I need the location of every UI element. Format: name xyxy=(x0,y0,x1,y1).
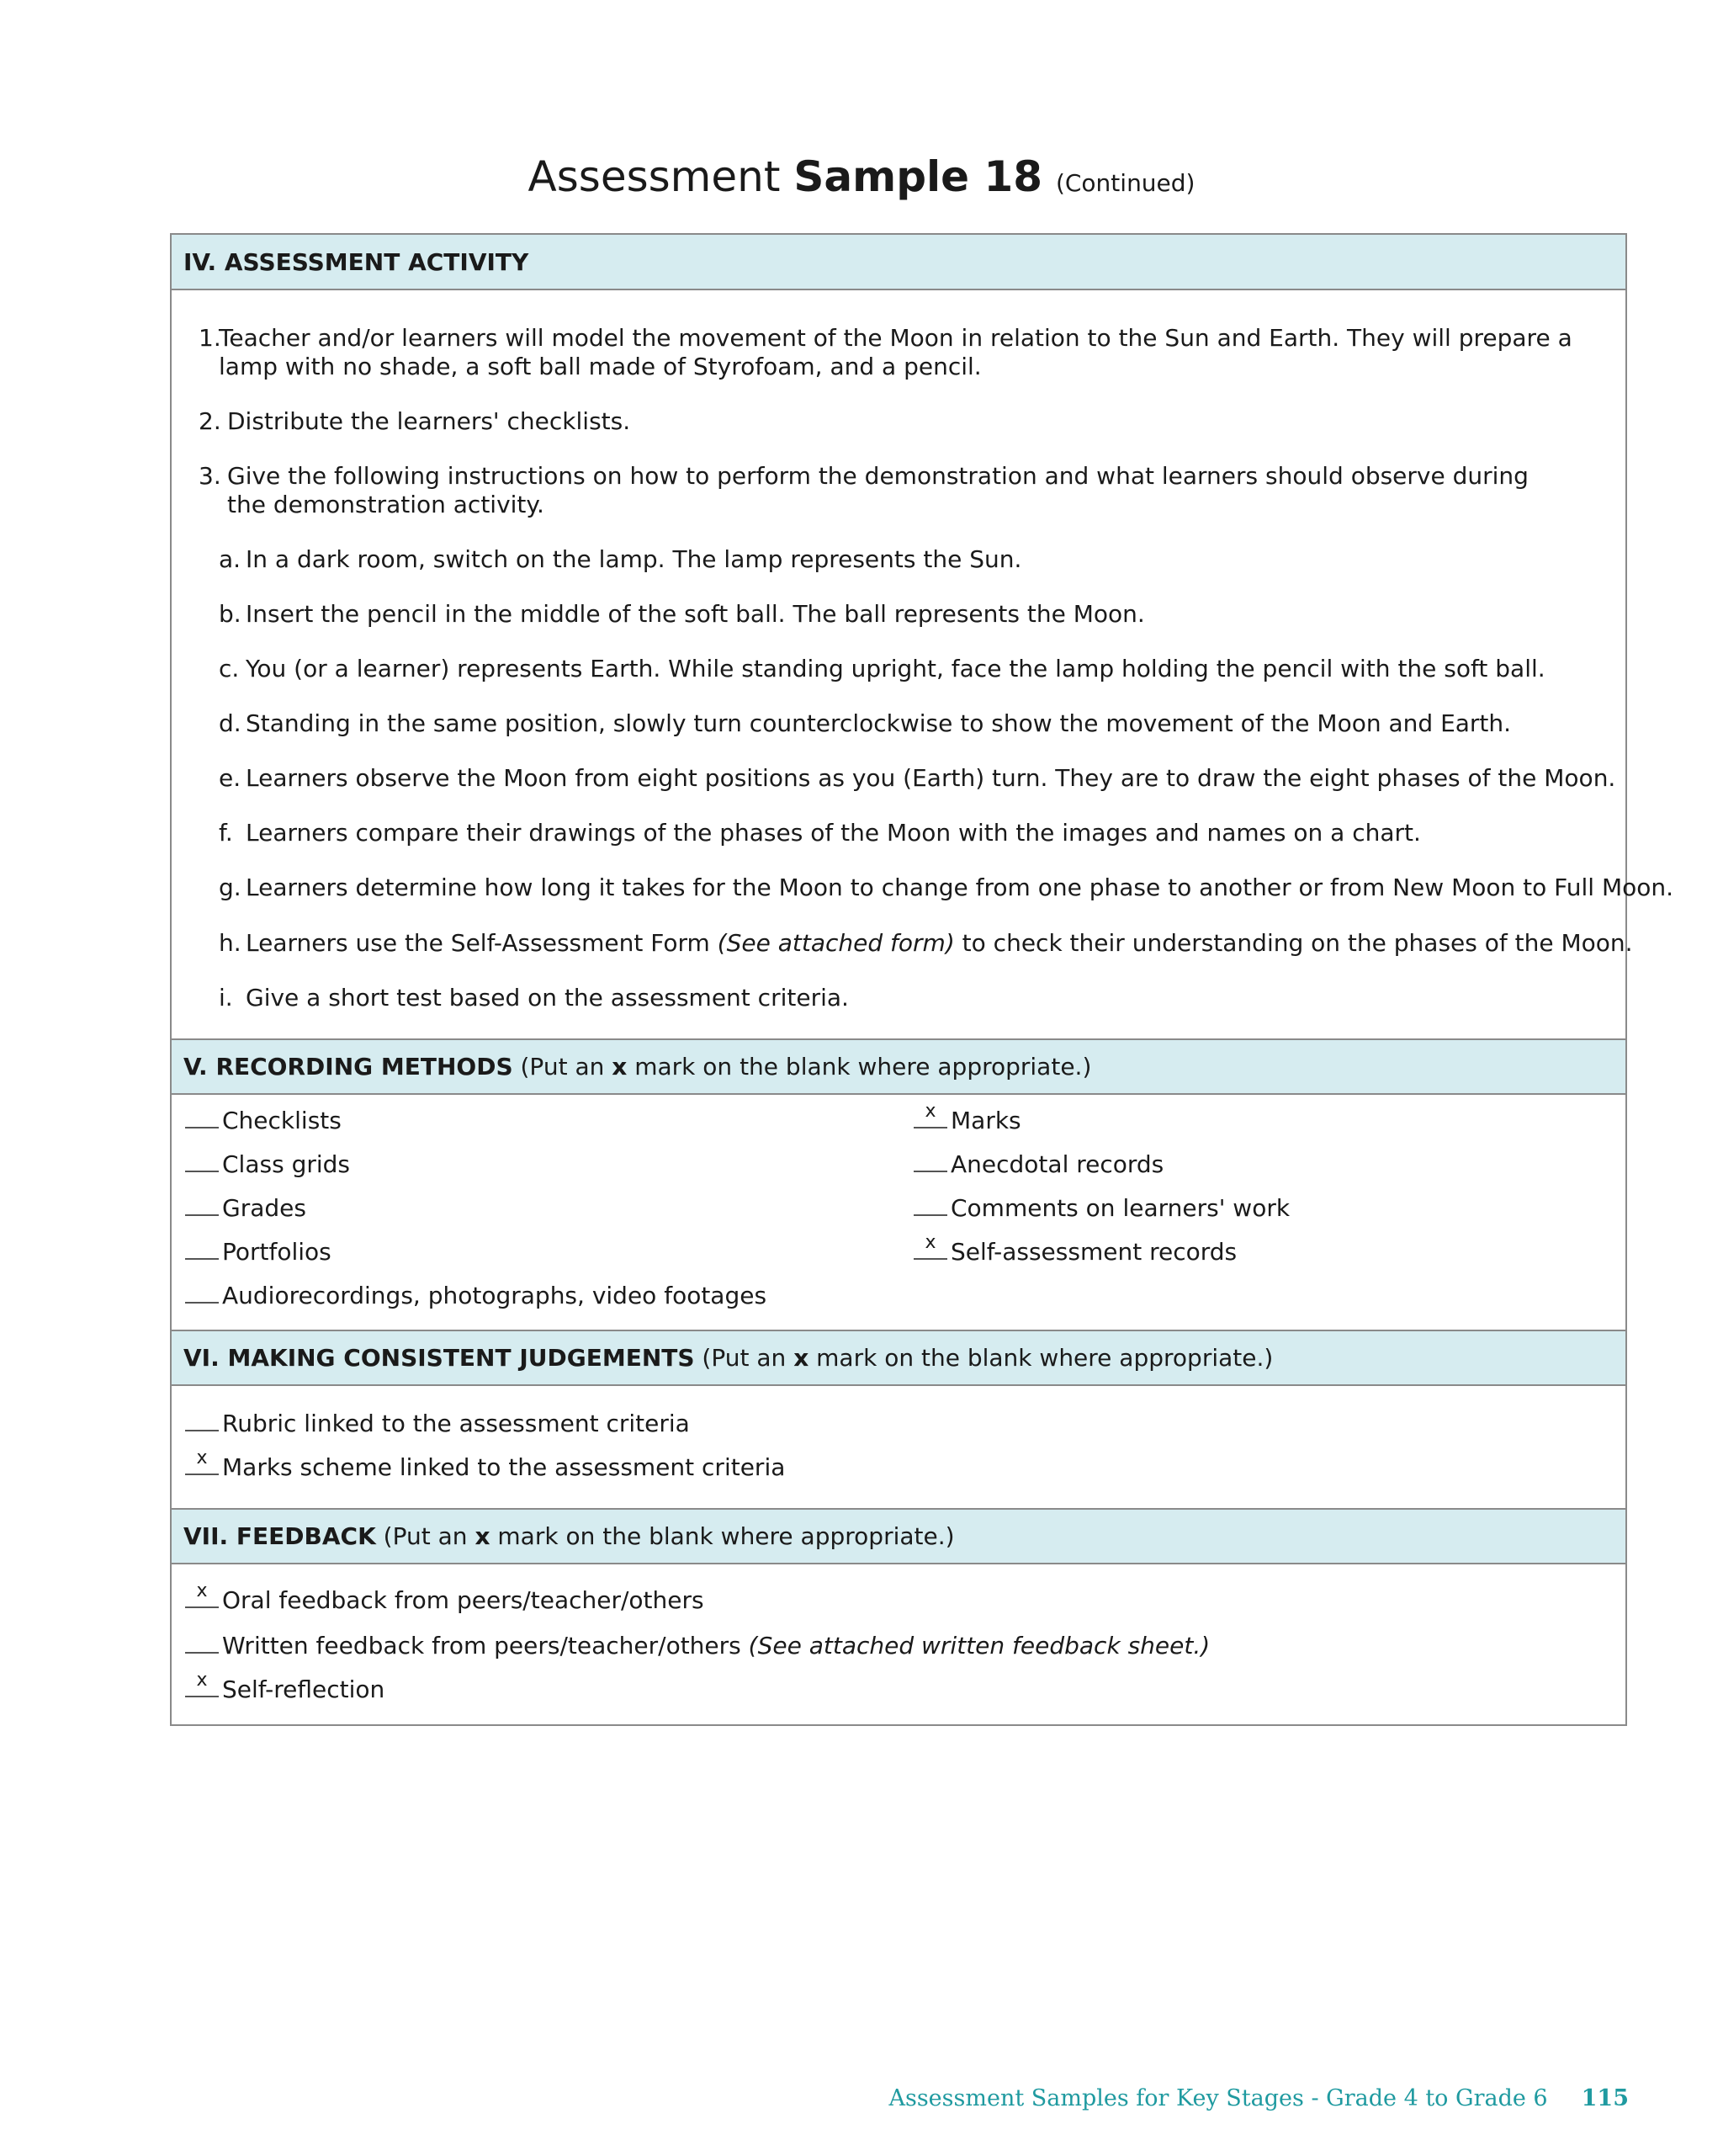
page-number: 115 xyxy=(1581,2085,1629,2111)
section-header-x: x xyxy=(793,1344,809,1372)
option-audiorecordings: Audiorecordings, photographs, video footages xyxy=(222,1282,767,1309)
option-written-feedback-label: Written feedback from peers/teacher/others xyxy=(222,1632,749,1659)
checkbox-blank[interactable] xyxy=(185,1233,219,1260)
section-header-note: (Put an xyxy=(694,1344,794,1372)
title-continued: (Continued) xyxy=(1055,169,1195,197)
subitem-h-text-end: to check their understanding on the phases of the Moon. xyxy=(954,929,1633,957)
subitem-i: Give a short test based on the assessment criteria. xyxy=(246,984,849,1012)
subitem-d: Standing in the same position, slowly turn counterclockwise to show the movement of the Moon and Earth. xyxy=(246,709,1512,737)
option-written-feedback xyxy=(222,1632,1210,1660)
subitem-letter: c. xyxy=(219,655,240,682)
option-checklists: Checklists xyxy=(222,1107,342,1134)
checkbox-blank[interactable] xyxy=(185,1189,219,1216)
option-portfolios: Portfolios xyxy=(222,1238,331,1266)
section-header-consistent-judgements xyxy=(172,1330,1625,1386)
option-self-assessment-records: Self-assessment records xyxy=(951,1238,1238,1266)
section-header-note: (Put an xyxy=(512,1053,612,1081)
checkbox-blank[interactable] xyxy=(185,1277,219,1304)
subitem-h xyxy=(246,929,1633,958)
subitem-letter: a. xyxy=(219,545,241,573)
activity-item-2: Distribute the learners' checklists. xyxy=(227,407,631,435)
section-header-note-end: mark on the blank where appropriate.) xyxy=(808,1344,1274,1372)
subitem-letter: h. xyxy=(219,929,241,957)
section-header-text: V. RECORDING METHODS xyxy=(183,1053,513,1081)
subitem-letter: f. xyxy=(219,819,233,847)
checkbox-blank[interactable]: x xyxy=(185,1670,219,1697)
item-number: 3. xyxy=(199,462,221,490)
page-title xyxy=(0,151,1723,209)
checkbox-blank[interactable]: x xyxy=(185,1581,219,1608)
subitem-h-text: Learners use the Self-Assessment Form xyxy=(246,929,718,957)
checkbox-blank[interactable]: x xyxy=(185,1448,219,1475)
option-marks: Marks xyxy=(951,1107,1021,1134)
section-header-text: VII. FEEDBACK xyxy=(183,1522,376,1550)
option-marks-scheme: Marks scheme linked to the assessment criteria xyxy=(222,1453,786,1481)
subitem-letter: b. xyxy=(219,600,241,628)
checkbox-blank[interactable] xyxy=(185,1102,219,1128)
subitem-a: In a dark room, switch on the lamp. The lamp represents the Sun. xyxy=(246,545,1022,573)
subitem-g: Learners determine how long it takes for the Moon to change from one phase to another or from New Moon to Full Moon. xyxy=(246,874,1674,901)
item-number: 2. xyxy=(199,407,221,435)
title-word-assessment: Assessment xyxy=(528,152,781,201)
section-header-note-end: mark on the blank where appropriate.) xyxy=(490,1522,955,1550)
section-header-feedback xyxy=(172,1508,1625,1564)
subitem-letter: d. xyxy=(219,709,241,737)
checkbox-blank[interactable] xyxy=(914,1189,947,1216)
option-comments: Comments on learners' work xyxy=(951,1194,1291,1222)
activity-item-3: Give the following instructions on how to perform the demonstration and what learners should observe during the demonstration activity. xyxy=(227,462,1529,518)
section-header-text: VI. MAKING CONSISTENT JUDGEMENTS xyxy=(183,1344,695,1372)
footer-book-title: Assessment Samples for Key Stages - Grade 4 to Grade 6 xyxy=(888,2085,1548,2111)
checkbox-blank[interactable] xyxy=(185,1405,219,1431)
checkbox-blank[interactable] xyxy=(914,1145,947,1172)
section-header-x: x xyxy=(612,1053,628,1081)
subitem-f: Learners compare their drawings of the phases of the Moon with the images and names on a chart. xyxy=(246,819,1421,847)
checkbox-blank[interactable]: x xyxy=(914,1102,947,1128)
checkbox-blank[interactable] xyxy=(185,1627,219,1654)
option-rubric: Rubric linked to the assessment criteria xyxy=(222,1410,690,1437)
option-written-feedback-note: (See attached written feedback sheet.) xyxy=(748,1632,1211,1659)
activity-item-1: Teacher and/or learners will model the movement of the Moon in relation to the Sun and Earth. They will prepare a lamp with no shade, a soft ball made of Styrofoam, and a pencil. xyxy=(219,324,1572,380)
subitem-letter: e. xyxy=(219,764,241,792)
section-header-recording-methods xyxy=(172,1038,1625,1095)
section-header-text: IV. ASSESSMENT ACTIVITY xyxy=(183,247,529,276)
item-number: 1. xyxy=(199,324,221,352)
section-header-note: (Put an xyxy=(375,1522,475,1550)
checkbox-blank[interactable]: x xyxy=(914,1233,947,1260)
page-footer xyxy=(888,2085,1629,2111)
section-header-assessment-activity xyxy=(172,235,1625,290)
option-anecdotal-records: Anecdotal records xyxy=(951,1150,1164,1178)
option-self-reflection: Self-reflection xyxy=(222,1675,385,1703)
title-sample-number: Sample 18 xyxy=(793,152,1043,201)
section-header-note-end: mark on the blank where appropriate.) xyxy=(627,1053,1092,1081)
section-header-x: x xyxy=(474,1522,490,1550)
subitem-b: Insert the pencil in the middle of the soft ball. The ball represents the Moon. xyxy=(246,600,1145,628)
subitem-letter: i. xyxy=(219,984,233,1012)
subitem-letter: g. xyxy=(219,874,241,901)
subitem-c: You (or a learner) represents Earth. While standing upright, face the lamp holding the pencil with the soft ball. xyxy=(246,655,1545,682)
subitem-e: Learners observe the Moon from eight positions as you (Earth) turn. They are to draw the eight phases of the Moon. xyxy=(246,764,1616,792)
option-oral-feedback: Oral feedback from peers/teacher/others xyxy=(222,1586,704,1614)
option-class-grids: Class grids xyxy=(222,1150,350,1178)
option-grades: Grades xyxy=(222,1194,306,1222)
subitem-h-note: (See attached form) xyxy=(717,929,955,957)
checkbox-blank[interactable] xyxy=(185,1145,219,1172)
assessment-table xyxy=(170,233,1674,1726)
